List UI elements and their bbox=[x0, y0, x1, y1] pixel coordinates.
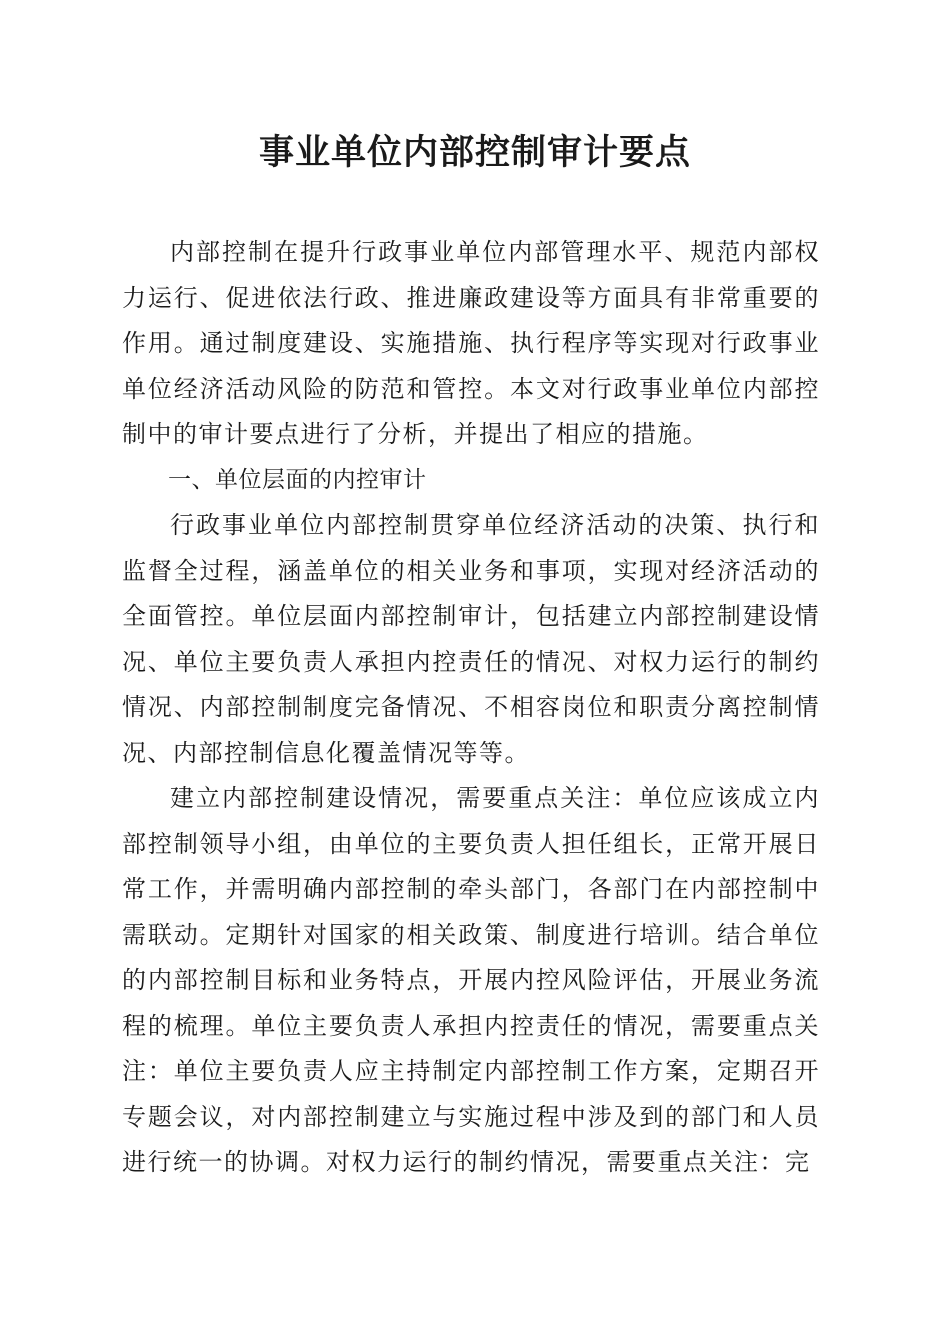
document-title: 事业单位内部控制审计要点 bbox=[258, 132, 691, 173]
document-body bbox=[122, 230, 820, 1186]
section-heading: 一、单位层面的内控审计 bbox=[168, 466, 427, 493]
intro-paragraph: 内部控制在提升行政事业单位内部管理水平、规范内部权力运行、促进依法行政、推进廉政建设等方面具有非常重要的作用。通过制度建设、实施措施、执行程序等实现对行政事业单位经济活动风险的防范和管控。本文对行政事业单位内部控制中的审计要点进行了分析，并提出了相应的措施。 bbox=[122, 238, 820, 448]
section-paragraph-2: 建立内部控制建设情况，需要重点关注：单位应该成立内部控制领导小组，由单位的主要负责人担任组长，正常开展日常工作，并需明确内部控制的牵头部门，各部门在内部控制中需联动。定期针对国家的相关政策、制度进行培训。结合单位的内部控制目标和业务特点，开展内控风险评估，开展业务流程的梳理。单位主要负责人承担内控责任的情况，需要重点关注：单位主要负责人应主持制定内部控制工作方案，定期召开专题会议，对内部控制建立与实施过程中涉及到的部门和人员进行统一的协调。对权力运行的制约情况，需要重点关注：完 bbox=[122, 784, 820, 1176]
section-paragraph-1: 行政事业单位内部控制贯穿单位经济活动的决策、执行和监督全过程，涵盖单位的相关业务和事项，实现对经济活动的全面管控。单位层面内部控制审计，包括建立内部控制建设情况、单位主要负责人承担内控责任的情况、对权力运行的制约情况、内部控制制度完备情况、不相容岗位和职责分离控制情况、内部控制信息化覆盖情况等等。 bbox=[122, 511, 820, 767]
